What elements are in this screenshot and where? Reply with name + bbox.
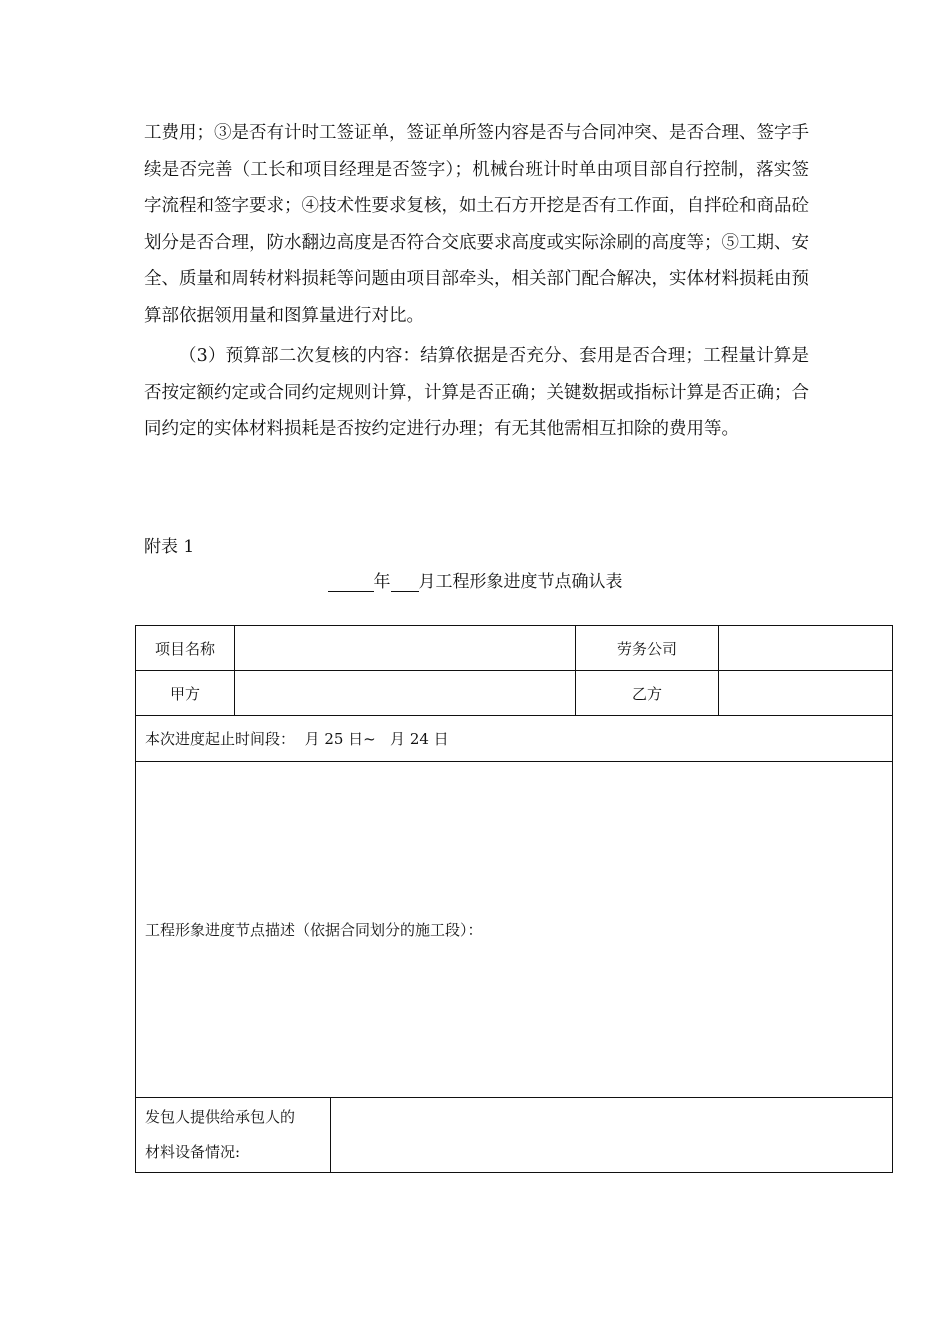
body-paragraph-2: （3）预算部二次复核的内容：结算依据是否充分、套用是否合理；工程量计算是否按定额约定或合同约定规则计算，计算是否正确；关键数据或指标计算是否正确；合同约定的实体材料损耗是否按约定进行办理；有无其他需相互扣除的费用等。 bbox=[144, 346, 809, 439]
materials-label-line1: 发包人提供给承包人的 bbox=[145, 1108, 296, 1126]
period-value: 月 25 日~ 月 24 日 bbox=[304, 730, 449, 748]
party-a-field[interactable] bbox=[235, 671, 576, 716]
party-b-label: 乙方 bbox=[576, 671, 719, 716]
table-row bbox=[136, 626, 893, 671]
form-title bbox=[0, 567, 950, 592]
table-row bbox=[136, 762, 893, 1098]
materials-label bbox=[136, 1098, 331, 1173]
month-blank[interactable] bbox=[391, 571, 419, 592]
year-suffix: 年 bbox=[373, 572, 391, 592]
table-row bbox=[136, 716, 893, 762]
party-b-field[interactable] bbox=[719, 671, 893, 716]
year-blank[interactable] bbox=[328, 571, 374, 592]
period-cell[interactable] bbox=[136, 716, 893, 762]
period-label: 本次进度起止时间段： bbox=[145, 730, 296, 748]
materials-label-line2: 材料设备情况: bbox=[145, 1143, 241, 1161]
body-paragraph-1: 工费用；③是否有计时工签证单，签证单所签内容是否与合同冲突、是否合理、签字手续是否完善（工长和项目经理是否签字）；机械台班计时单由项目部自行控制，落实签字流程和签字要求；④技术性要求复核，如土石方开挖是否有工作面，自拌砼和商品砼划分是否合理，防水翻边高度是否符合交底要求高度或实际涂刷的高度等；⑤工期、安全、质量和周转材料损耗等问题由项目部牵头，相关部门配合解决，实体材料损耗由预算部依据领用量和图算量进行对比。 bbox=[144, 123, 809, 326]
month-suffix: 月工程形象进度节点确认表 bbox=[418, 572, 623, 592]
attachment-label: 附表 1 bbox=[144, 537, 195, 557]
table-row bbox=[136, 671, 893, 716]
party-a-label: 甲方 bbox=[136, 671, 235, 716]
description-cell[interactable] bbox=[136, 762, 893, 1098]
labor-company-field[interactable] bbox=[719, 626, 893, 671]
table-row bbox=[136, 1098, 893, 1173]
project-name-field[interactable] bbox=[235, 626, 576, 671]
labor-company-label: 劳务公司 bbox=[576, 626, 719, 671]
materials-field[interactable] bbox=[331, 1098, 893, 1173]
project-name-label: 项目名称 bbox=[136, 626, 235, 671]
progress-confirmation-table bbox=[135, 625, 893, 1173]
description-label: 工程形象进度节点描述（依据合同划分的施工段）： bbox=[145, 921, 483, 939]
